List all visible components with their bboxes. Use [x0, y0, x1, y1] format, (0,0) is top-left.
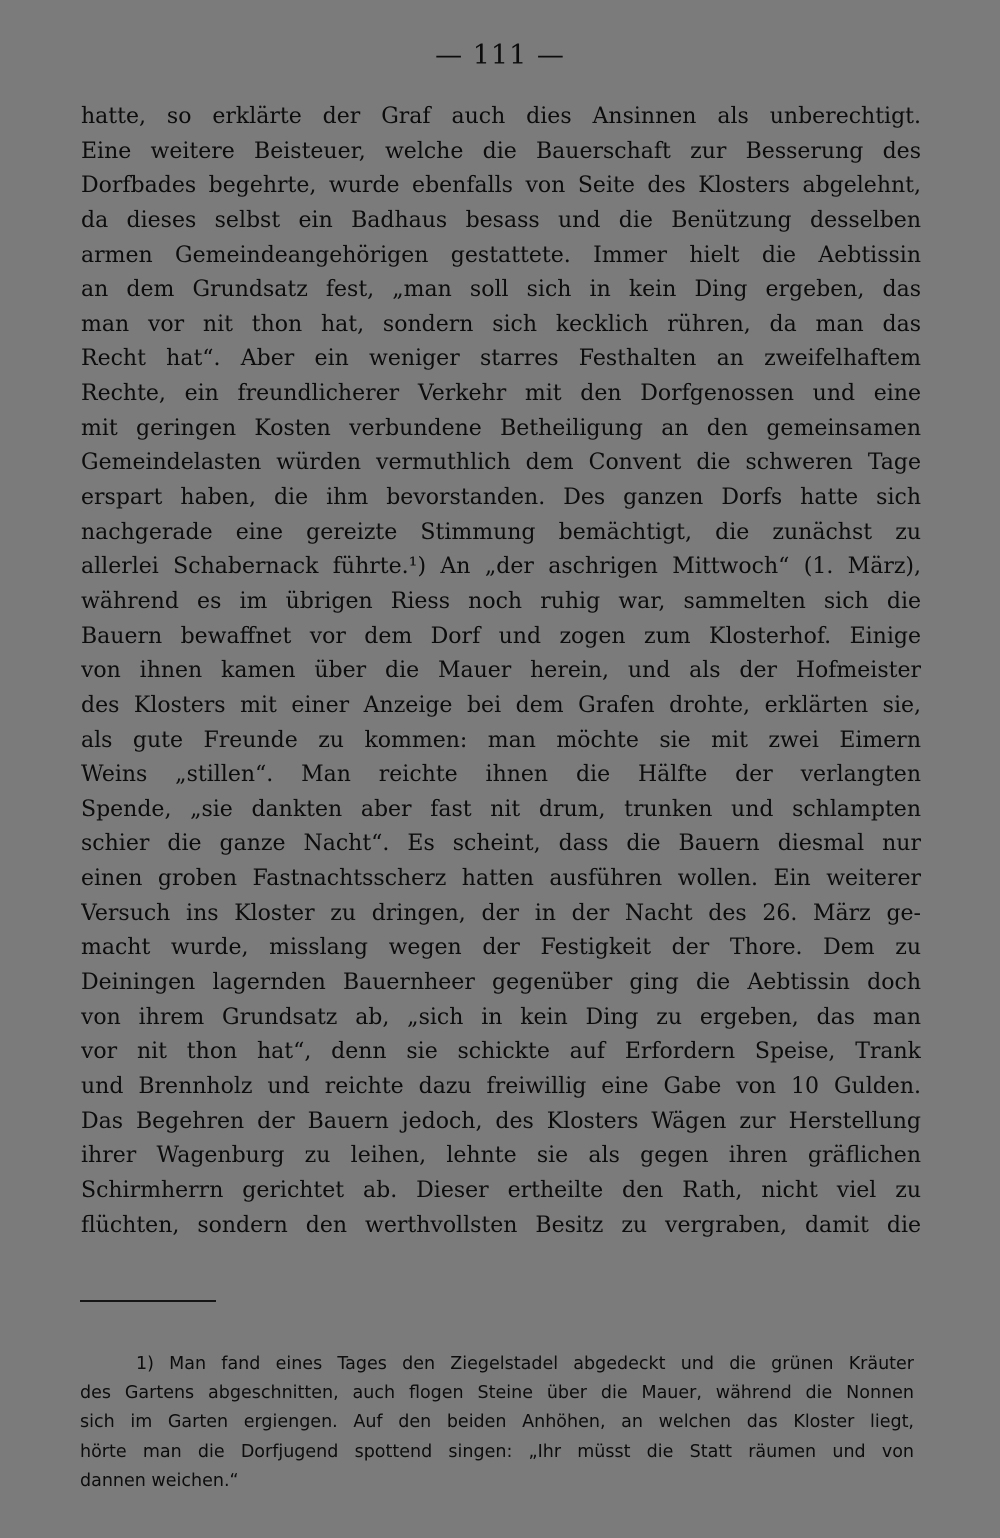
text-line: während es im übrigen Riess noch ruhig war, sammelten sich die [81, 588, 921, 614]
text-line: allerlei Schabernack führte.¹) An „der aschrigen Mittwoch“ (1. März), [81, 554, 921, 580]
text-line: Versuch ins Kloster zu dringen, der in der Nacht des 26. März ge- [81, 900, 921, 926]
text-line: und Brennholz und reichte dazu freiwillig eine Gabe von 10 Gulden. [81, 1073, 921, 1099]
text-line: an dem Grundsatz fest, „man soll sich in kein Ding ergeben, das [81, 277, 921, 303]
text-line: Weins „stillen“. Man reichte ihnen die Hälfte der verlangten [81, 762, 921, 788]
footnote [80, 1350, 914, 1496]
footnote-line: sich im Garten ergiengen. Auf den beiden Anhöhen, an welchen das Kloster liegt, [80, 1412, 914, 1433]
page-number: — 111 — [435, 40, 565, 71]
text-line: Schirmherrn gerichtet ab. Dieser ertheilte den Rath, nicht viel zu [81, 1177, 921, 1203]
footnote-line: 1) Man fand eines Tages den Ziegelstadel abgedeckt und die grünen Kräuter [136, 1354, 914, 1374]
text-line: einen groben Fastnachtsscherz hatten ausführen wollen. Ein weiterer [81, 866, 921, 892]
footnote-line: des Gartens abgeschnitten, auch flogen Steine über die Mauer, während die Nonnen [80, 1383, 914, 1404]
text-line: man vor nit thon hat, sondern sich kecklich rühren, da man das [81, 311, 921, 337]
text-line: des Klosters mit einer Anzeige bei dem Grafen drohte, erklärten sie, [81, 692, 921, 718]
text-line: Deiningen lagernden Bauernheer gegenüber ging die Aebtissin doch [81, 970, 921, 996]
text-line: als gute Freunde zu kommen: man möchte sie mit zwei Eimern [81, 727, 921, 753]
footnote-line: hörte man die Dorfjugend spottend singen: „Ihr müsst die Statt räumen und von [80, 1441, 914, 1462]
footnote-divider [80, 1300, 216, 1302]
text-line: hatte, so erklärte der Graf auch dies Ansinnen als unberechtigt. [81, 104, 921, 129]
text-line: Gemeindelasten würden vermuthlich dem Convent die schweren Tage [81, 450, 921, 476]
text-line: Bauern bewaffnet vor dem Dorf und zogen zum Klosterhof. Einige [81, 623, 921, 649]
text-line: Dorfbades begehrte, wurde ebenfalls von Seite des Klosters abgelehnt, [81, 173, 921, 199]
body-text [81, 100, 921, 1243]
text-line: mit geringen Kosten verbundene Betheiligung an den gemeinsamen [81, 415, 921, 441]
text-line: von ihrem Grundsatz ab, „sich in kein Ding zu ergeben, das man [81, 1004, 921, 1030]
text-line: macht wurde, misslang wegen der Festigkeit der Thore. Dem zu [81, 935, 921, 961]
text-line: vor nit thon hat“, denn sie schickte auf Erfordern Speise, Trank [81, 1039, 921, 1065]
text-line: Recht hat“. Aber ein weniger starres Festhalten an zweifelhaftem [81, 346, 921, 372]
text-line: ihrer Wagenburg zu leihen, lehnte sie als gegen ihren gräflichen [81, 1143, 921, 1169]
text-line: da dieses selbst ein Badhaus besass und die Benützung desselben [81, 207, 921, 233]
text-line: nachgerade eine gereizte Stimmung bemächtigt, die zunächst zu [81, 519, 921, 545]
text-line: armen Gemeindeangehörigen gestattete. Immer hielt die Aebtissin [81, 242, 921, 268]
text-line: Rechte, ein freundlicherer Verkehr mit den Dorfgenossen und eine [81, 381, 921, 407]
text-line: Spende, „sie dankten aber fast nit drum, trunken und schlampten [81, 796, 921, 822]
text-line: schier die ganze Nacht“. Es scheint, dass die Bauern diesmal nur [81, 831, 921, 857]
text-line: Das Begehren der Bauern jedoch, des Klosters Wägen zur Herstellung [81, 1108, 921, 1134]
text-line: Eine weitere Beisteuer, welche die Bauerschaft zur Besserung des [81, 138, 921, 164]
text-line: flüchten, sondern den werthvollsten Besitz zu vergraben, damit die [81, 1212, 921, 1238]
footnote-line: dannen weichen.“ [80, 1470, 239, 1491]
text-line: von ihnen kamen über die Mauer herein, und als der Hofmeister [81, 658, 921, 684]
text-line: erspart haben, die ihm bevorstanden. Des ganzen Dorfs hatte sich [81, 485, 921, 511]
